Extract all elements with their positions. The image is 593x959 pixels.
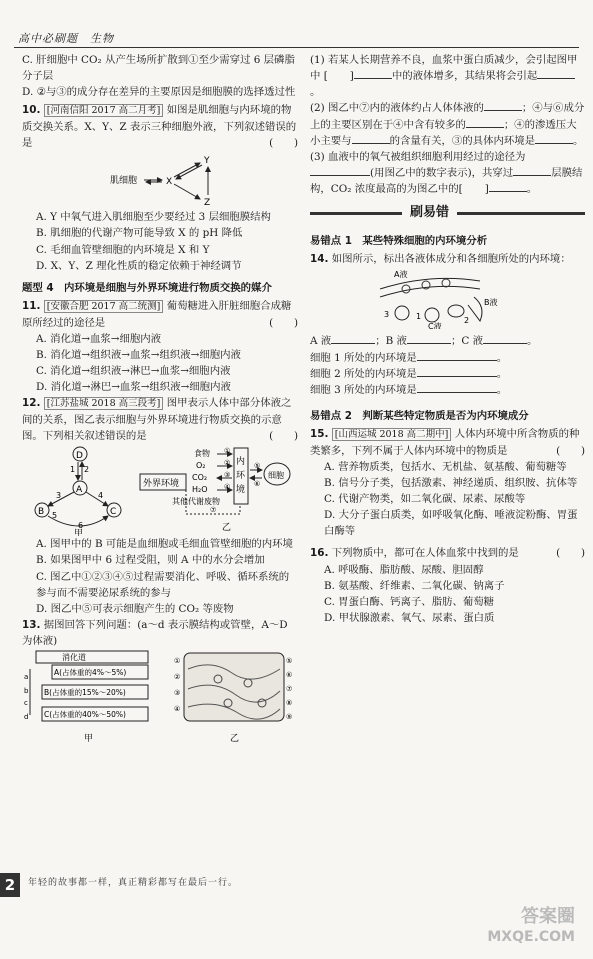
q14-cell-num: 3 [384, 310, 390, 320]
q12-source: [江苏盐城 2018 高三段考] [44, 397, 164, 410]
watermark [487, 905, 575, 947]
q10-number: 10. [22, 104, 41, 117]
q15-option: D. 大分子蛋白质类，如呼吸氧化酶、唾液淀粉酶、胃蛋白酶等 [324, 509, 578, 538]
q16-option: B. 氨基酸、纤维素、二氧化碳、钠离子 [324, 579, 505, 592]
q13-answer-blank[interactable] [537, 68, 575, 79]
header-rule [14, 47, 579, 48]
q14-line: A 液 [310, 335, 332, 348]
running-title: 高中必刷题 生物 [18, 32, 114, 45]
q11-stem [22, 298, 298, 331]
q13-number: 13. [22, 618, 41, 631]
q14-cell-num: 1 [416, 312, 422, 322]
q13-caption-b: 乙 [230, 734, 240, 745]
q10-text: 如图是肌细胞与内环境的物质交换关系。X、Y、Z 表示三种细胞外液，下列叙述错误的是 [22, 104, 297, 150]
q13-answer-blank[interactable] [466, 117, 504, 128]
q16-answer-paren: ( ) [556, 547, 585, 560]
q10-label-x: X [166, 177, 173, 188]
q13-num-b: ④ [174, 705, 181, 714]
q10-option: B. 肌细胞的代谢产物可能导致 X 的 pH 降低 [36, 227, 243, 240]
q14-answer-blank[interactable] [417, 350, 497, 361]
q13-num-b: ① [174, 657, 181, 666]
q12-num: 4 [98, 491, 104, 501]
q12-input: CO₂ [192, 473, 208, 483]
q13-letter: a [24, 673, 29, 682]
q14-blank-row: 细胞 3 所处的内环境是 。 [310, 383, 508, 396]
q10-arrow [174, 163, 200, 177]
q12-option: B. 如果图甲中 6 过程受阻，则 A 中的水分会增加 [36, 554, 265, 567]
q13-part-2: (2) 图乙中⑦内的液体约占人体体液的 ；④与⑥成分上的主要区别在于④中含有较多的 ；④的渗透压大小主要与 的含量有关，③的具体内环境是 。 [310, 102, 585, 147]
q13-letter: d [24, 713, 29, 722]
q13-row-a: A(占体重的4%～5%) [54, 668, 127, 678]
q16-number: 16. [310, 547, 329, 560]
q13-diagrams [22, 649, 298, 745]
q10-option: C. 毛细血管壁细胞的内环境是 X 和 Y [36, 243, 210, 256]
right-column [310, 52, 585, 626]
q13-digestive-tract: 消化道 [62, 653, 86, 663]
q12-inner-env: 内 [236, 457, 246, 468]
q16-stem [310, 545, 585, 561]
q12-diagrams [22, 444, 298, 536]
q13-text: 据图回答下列问题：(a～d 表示膜结构或管壁，A～D 为体液) [22, 618, 288, 648]
q11-source: [安徽合肥 2017 高二统测] [44, 300, 164, 313]
q12-caption-a: 甲 [74, 529, 84, 537]
q12-stem [22, 395, 298, 444]
q13-num-b: ⑥ [286, 671, 293, 680]
q12-outside-env: 外界环境 [143, 479, 180, 490]
q12-other-waste: 其他代谢废物 [172, 497, 220, 507]
q12-node-c: C [110, 507, 117, 518]
mistake-point-2-title: 易错点 2 判断某些特定物质是否为内环境成分 [310, 409, 529, 422]
q12-node-a: A [76, 485, 83, 496]
q12-option: C. 图乙中①②③④⑤过程需要消化、呼吸、循环系统的参与而不需要泌尿系统的参与 [36, 570, 290, 599]
q13-answer-blank[interactable] [310, 165, 370, 176]
q12-num-b: ① [224, 447, 231, 456]
q12-num-b: ⑤ [254, 462, 261, 471]
q15-option: A. 营养物质类，包括水、无机盐、氨基酸、葡萄糖等 [324, 460, 567, 473]
q15-answer-paren: ( ) [556, 444, 585, 457]
left-column [22, 52, 298, 745]
q13-part-text: (用图乙中的数字表示)，共穿过 [370, 166, 514, 179]
q13-answer-blank[interactable] [484, 100, 522, 111]
q12-num: 3 [56, 491, 62, 501]
q14-blank-row: A 液 ；B 液 ；C 液 。 [310, 335, 538, 348]
q13-figure-b [174, 653, 292, 744]
q14-text: 如图所示，标出各液体成分和各细胞所处的内环境： [331, 253, 571, 266]
q16-option: D. 甲状腺激素、氧气、尿素、蛋白质 [324, 611, 495, 624]
q15-option: B. 信号分子类，包括激素、神经递质、组织胺、抗体等 [324, 476, 578, 489]
q14-label-c: C液 [428, 322, 442, 330]
section-type-4: 题型 4 内环境是细胞与外界环境进行物质交换的媒介 [22, 281, 272, 294]
q10-stem [22, 102, 298, 151]
q12-cell: 细胞 [268, 471, 284, 481]
q13-num-b: ⑤ [286, 657, 293, 666]
q11-number: 11. [22, 299, 41, 312]
q13-part-text: 的含量有关，③的具体内环境是 [389, 134, 536, 147]
q16-option: C. 胃蛋白酶、钙离子、脂肪、葡萄糖 [324, 595, 495, 608]
q13-part-text: (3) 血液中的氧气被组织细胞利用经过的途径为 [310, 150, 526, 163]
q12-num-b: ⑥ [254, 480, 261, 489]
q15-source: [山西运城 2018 高二期中] [332, 428, 452, 441]
q13-caption-a: 甲 [84, 734, 94, 745]
q11-text: 葡萄糖进入肝脏细胞合成糖原所经过的途径是 [22, 299, 292, 329]
q13-stem [22, 617, 298, 649]
footer-motto: 年轻的故事都一样，真正精彩都写在最后一行。 [28, 878, 239, 888]
q12-option: A. 图甲中的 B 可能是血细胞或毛细血管壁细胞的内环境 [36, 538, 293, 551]
q13-part-text: ；④的渗透压大小主要与 [310, 118, 577, 147]
q12-figure-b [140, 447, 290, 533]
q13-part-text: 中的液体增多，其结果将会引起 [391, 70, 538, 83]
q13-num-b: ⑧ [286, 699, 293, 708]
page-number: 2 [0, 873, 20, 897]
q13-part-text: 层膜结构，CO₂ 浓度最高的为图乙中的 [310, 166, 583, 195]
q12-number: 12. [22, 397, 41, 410]
q13-answer-blank[interactable] [513, 165, 551, 176]
q10-label-z: Z [204, 198, 211, 209]
q12-num-b: ⑦ [210, 506, 217, 515]
q10-label-muscle: 肌细胞 [110, 176, 138, 187]
q16-text: 下列物质中，都可在人体血浆中找到的是 [331, 547, 519, 560]
q14-label-a: A液 [394, 270, 408, 280]
q10-option: A. Y 中氧气进入肌细胞至少要经过 3 层细胞膜结构 [36, 211, 271, 224]
q12-num: 2 [84, 465, 90, 475]
q12-num: 6 [78, 521, 84, 531]
q12-answer-paren: ( ) [269, 430, 298, 443]
q14-stem [310, 251, 585, 267]
q11-option: A. 消化道→血浆→细胞内液 [36, 332, 162, 345]
q14-line: 细胞 3 所处的内环境是 [310, 383, 417, 396]
q13-num-b: ⑦ [286, 685, 293, 694]
q13-part-text: (2) 图乙中⑦内的液体约占人体体液的 [310, 102, 484, 115]
q14-line: 细胞 1 所处的内环境是 [310, 351, 417, 364]
q14-blank-row: 细胞 1 所处的内环境是 。 [310, 351, 508, 364]
q14-answer-blank[interactable] [483, 333, 527, 344]
q10-arrow [174, 184, 200, 199]
q12-num-b: ③ [224, 471, 231, 480]
q10-answer-paren: ( ) [269, 137, 298, 150]
q13-letter: b [24, 687, 29, 696]
q9-option-d: D. ②与③的成分存在差异的主要原因是细胞膜的选择透过性 [22, 86, 296, 99]
q14-diagram [310, 267, 585, 329]
q13-letter: c [24, 699, 28, 708]
banner-title: 刷易错 [402, 203, 457, 223]
q12-node-b: B [38, 507, 45, 518]
q13-answer-blank[interactable] [489, 181, 527, 192]
q14-answer-blank[interactable] [331, 333, 375, 344]
q12-num: 1 [70, 465, 76, 475]
q12-option: D. 图乙中⑤可表示细胞产生的 CO₂ 等废物 [36, 602, 234, 615]
banner-easy-mistakes [310, 203, 585, 225]
q12-text: 图甲表示人体中部分体液之间的关系，图乙表示细胞与外界环境进行物质交换的示意图。下列相关叙述错误的是 [22, 397, 292, 443]
q12-num-b: ② [224, 459, 231, 468]
q16-option: A. 呼吸酶、脂肪酸、尿酸、胆固醇 [324, 563, 484, 576]
q15-number: 15. [310, 428, 329, 440]
q13-num-b: ⑨ [286, 713, 293, 722]
q13-row-c: C(占体重的40%～50%) [44, 710, 126, 720]
q14-line: ；B 液 [375, 335, 407, 348]
q11-answer-paren: ( ) [269, 316, 298, 329]
q13-answer-blank[interactable] [352, 133, 390, 144]
q12-input: O₂ [196, 461, 206, 471]
q13-answer-blank[interactable] [535, 133, 573, 144]
q13-figure-a [24, 651, 148, 744]
q14-answer-blank[interactable] [407, 333, 451, 344]
q13-part-1: (1) 若某人长期营养不良，血浆中蛋白质减少，会引起图甲中 [ ] 中的液体增多，其结果将会引起。 [310, 54, 578, 99]
q14-answer-blank[interactable] [417, 366, 497, 377]
q10-diagram [22, 151, 298, 209]
q13-part-text: ；④与⑥成分上的主要区别在于④中含有较多的 [310, 102, 585, 131]
q14-figure [310, 267, 585, 329]
q14-line: ；C 液 [450, 335, 483, 348]
q12-inner-env: 环 [236, 471, 246, 482]
q14-label-b: B液 [484, 298, 498, 308]
q12-num-b: ④ [224, 483, 231, 492]
q14-line: 细胞 2 所处的内环境是 [310, 367, 417, 380]
q12-inner-env: 境 [236, 485, 246, 496]
q13-row-b: B(占体重的15%～20%) [44, 688, 126, 698]
q13-num-b: ② [174, 673, 181, 682]
q10-option: D. X、Y、Z 理化性质的稳定依赖于神经调节 [36, 259, 242, 272]
q12-caption-b: 乙 [222, 523, 232, 534]
mistake-point-1-title: 易错点 1 某些特殊细胞的内环境分析 [310, 235, 488, 248]
q14-blank-row: 细胞 2 所处的内环境是 。 [310, 367, 508, 380]
q14-answer-blank[interactable] [417, 382, 497, 393]
q10-arrow [176, 165, 202, 179]
q12-figures [22, 444, 298, 536]
q13-num-b: ③ [174, 689, 181, 698]
q12-input: H₂O [192, 485, 208, 495]
q11-option: D. 消化道→淋巴→血浆→组织液→细胞内液 [36, 381, 231, 394]
q9-option-c: C. 肝细胞中 CO₂ 从产生场所扩散到①至少需穿过 6 层磷脂分子层 [22, 54, 295, 83]
watermark-logo-text: 答案圈 [521, 906, 575, 927]
q13-part-text: (1) 若某人长期营养不良，血浆中蛋白质减少，会引起图甲中 [310, 54, 578, 83]
q13-answer-blank[interactable] [354, 68, 392, 79]
q13-part-3: (3) 血液中的氧气被组织细胞利用经过的途径为(用图乙中的数字表示)，共穿过 层膜结构，CO₂ 浓度最高的为图乙中的[ ] 。 [310, 150, 583, 195]
q12-num: 5 [52, 511, 58, 521]
q11-option: B. 消化道→组织液→血浆→组织液→细胞内液 [36, 348, 241, 361]
q15-option: C. 代谢产物类，如二氧化碳、尿素、尿酸等 [324, 493, 526, 506]
q10-source: [河南信阳 2017 高二月考] [44, 104, 164, 117]
q10-label-y: Y [204, 156, 210, 167]
q15-stem [310, 426, 585, 459]
q12-node-d: D [76, 451, 83, 462]
q12-input: 食物 [194, 449, 210, 459]
q13-figures [22, 649, 298, 745]
q14-number: 14. [310, 253, 329, 266]
q15-text: 人体内环境中所含物质的种类繁多，下列不属于人体内环境中的物质是 [310, 428, 580, 457]
q10-figure [22, 151, 298, 209]
q11-option: C. 消化道→组织液→淋巴→血浆→细胞内液 [36, 365, 231, 378]
q14-cell-num: 2 [464, 316, 470, 326]
watermark-url: MXQE.COM [487, 929, 575, 946]
q12-figure-a [35, 447, 121, 536]
